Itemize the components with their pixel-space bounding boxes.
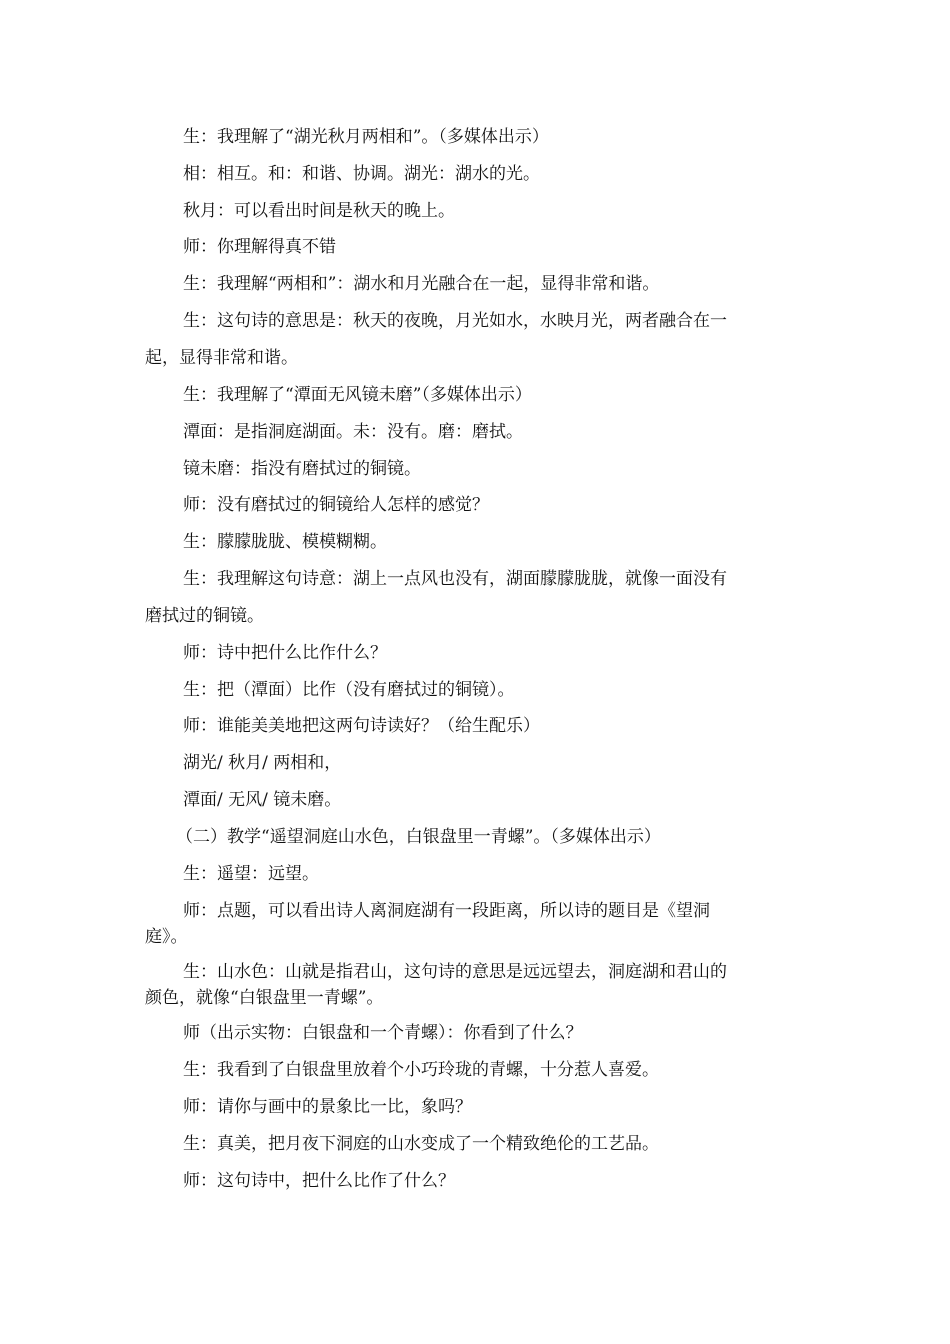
text-line: 生：我理解“两相和”：湖水和月光融合在一起，显得非常和谐。 bbox=[183, 274, 660, 294]
text-line: 生：遥望：远望。 bbox=[183, 864, 319, 884]
text-line: 生：真美，把月夜下洞庭的山水变成了一个精致绝伦的工艺品。 bbox=[183, 1134, 659, 1154]
text-line: 师：没有磨拭过的铜镜给人怎样的感觉？ bbox=[183, 495, 489, 515]
text-line: 师：谁能美美地把这两句诗读好？（给生配乐） bbox=[183, 716, 540, 736]
text-line: 生：山水色：山就是指君山，这句诗的意思是远远望去，洞庭湖和君山的 bbox=[183, 962, 727, 982]
text-line: 生：这句诗的意思是：秋天的夜晚，月光如水，水映月光，两者融合在一 bbox=[183, 311, 727, 331]
text-line: 镜未磨：指没有磨拭过的铜镜。 bbox=[183, 459, 421, 479]
poem-line: 潭面/ 无风/ 镜未磨。 bbox=[183, 790, 342, 810]
text-line-continuation: 磨拭过的铜镜。 bbox=[145, 606, 264, 626]
text-line: 相：相互。和：和谐、协调。湖光：湖水的光。 bbox=[183, 164, 540, 184]
text-line-continuation: 起，显得非常和谐。 bbox=[145, 348, 298, 368]
text-line-continuation: 颜色，就像“白银盘里一青螺”。 bbox=[145, 988, 384, 1008]
text-line: 生：朦朦胧胧、模模糊糊。 bbox=[183, 532, 387, 552]
text-line: 潭面：是指洞庭湖面。未：没有。磨：磨拭。 bbox=[183, 422, 523, 442]
text-line: 师：你理解得真不错 bbox=[183, 237, 336, 257]
text-line-continuation: 庭》。 bbox=[145, 927, 188, 947]
text-line: 生：把（潭面）比作（没有磨拭过的铜镜）。 bbox=[183, 680, 515, 700]
poem-line: 湖光/ 秋月/ 两相和， bbox=[183, 753, 342, 773]
text-line: 师：诗中把什么比作什么？ bbox=[183, 643, 387, 663]
text-line: 生：我理解了“潭面无风镜未磨”（多媒体出示） bbox=[183, 385, 532, 405]
text-line: 生：我理解了“湖光秋月两相和”。（多媒体出示） bbox=[183, 127, 549, 147]
section-heading: （二）教学“遥望洞庭山水色，白银盘里一青螺”。（多媒体出示） bbox=[176, 827, 661, 847]
text-line: 师（出示实物：白银盘和一个青螺）：你看到了什么？ bbox=[183, 1023, 583, 1043]
text-line: 师：点题，可以看出诗人离洞庭湖有一段距离，所以诗的题目是《望洞 bbox=[183, 901, 710, 921]
text-line: 师：请你与画中的景象比一比，象吗？ bbox=[183, 1097, 472, 1117]
text-line: 师：这句诗中，把什么比作了什么？ bbox=[183, 1171, 455, 1191]
text-line: 秋月：可以看出时间是秋天的晚上。 bbox=[183, 201, 455, 221]
text-line: 生：我理解这句诗意：湖上一点风也没有，湖面朦朦胧胧，就像一面没有 bbox=[183, 569, 727, 589]
text-line: 生：我看到了白银盘里放着个小巧玲珑的青螺，十分惹人喜爱。 bbox=[183, 1060, 659, 1080]
